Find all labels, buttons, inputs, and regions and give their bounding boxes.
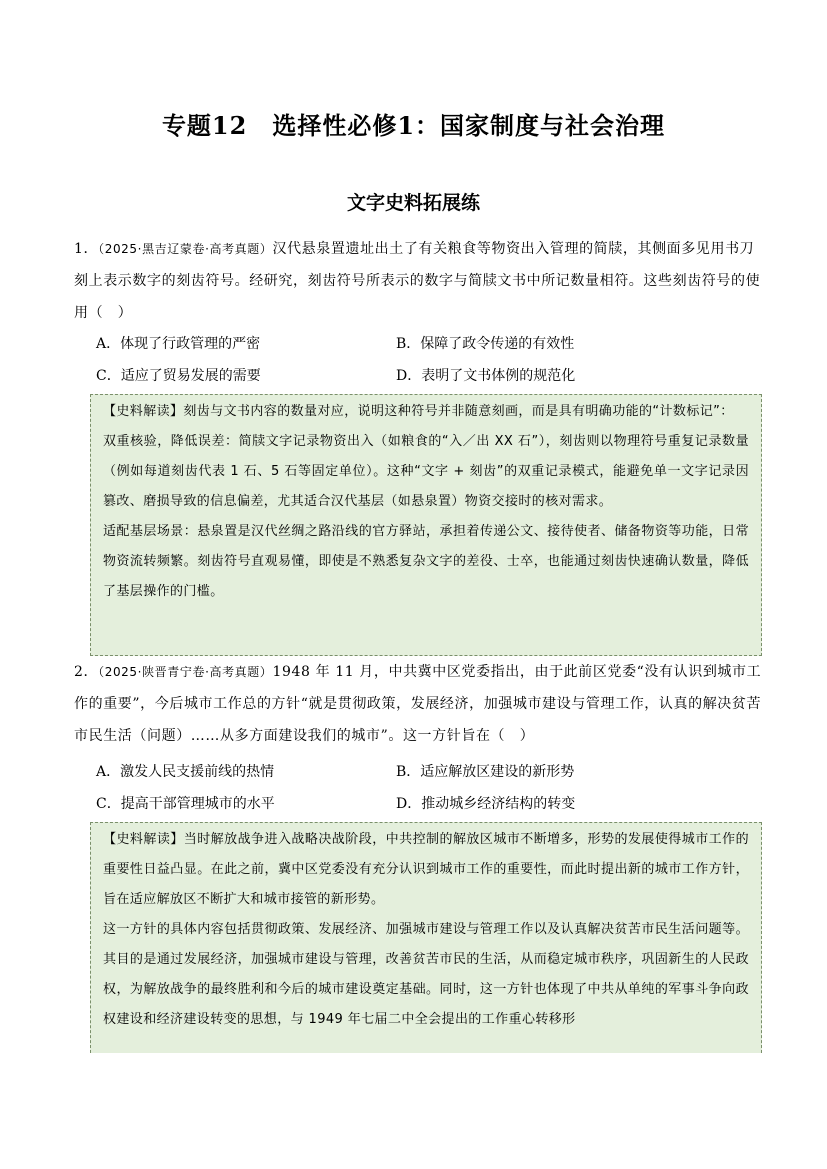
section-banner [0,188,827,215]
option-c[interactable]: C．提高干部管理城市的水平 [96,796,275,812]
option-d[interactable]: D．推动城乡经济结构的转变 [396,796,576,812]
option-a[interactable]: A．激发人民支援前线的热情 [96,764,275,780]
question-source: （2025·黑吉辽蒙卷·高考真题） [98,242,273,256]
question-2-analysis [90,822,762,1053]
analysis-paragraph: 【史料解读】当时解放战争进入战略决战阶段，中共控制的解放区城市不断增多，形势的发展使得城市工作的重要性日益凸显。在此之前，冀中区党委没有充分认识到城市工作的重要性，而此时提出新的城市工作方针，旨在适应解放区不断扩大和城市接管的新形势。 [103,832,749,907]
analysis-paragraph: 【史料解读】刻齿与文书内容的数量对应，说明这种符号并非随意刻画，而是具有明确功能的“计数标记”： [103,404,734,419]
question-number: 1． [74,241,99,257]
question-number: 2． [74,664,99,680]
analysis-paragraph: 这一方针的具体内容包括贯彻政策、发展经济、加强城市建设与管理工作以及认真解决贫苦市民生活问题等。其目的是通过发展经济，加强城市建设与管理，改善贫苦市民的生活，从而稳定城市秩序，巩固新生的人民政权，为解放战争的最终胜利和今后的城市建设奠定基础。同时，这一方针也体现了中共从单纯的军事斗争向政权建设和经济建设转变的思想，与 1949 年七届二中全会提出的工作重心转移形 [103,922,749,1027]
section-heading: 文字史料拓展练 [341,188,486,215]
question-1-analysis [90,394,762,656]
question-stem: 汉代悬泉置遗址出土了有关粮食等物资出入管理的简牍，其侧面多见用书刀刻上表示数字的刻齿符号。经研究，刻齿符号所表示的数字与简牍文书中所记数量相符。这些刻齿符号的使用（ ） [74,241,761,321]
question-1-options [96,328,756,392]
option-c[interactable]: C．适应了贸易发展的需要 [96,368,261,384]
option-b[interactable]: B．适应解放区建设的新形势 [396,764,575,780]
question-2-options [96,756,756,820]
option-a[interactable]: A．体现了行政管理的严密 [96,336,261,352]
page-title: 专题12 选择性必修1：国家制度与社会治理 [161,111,666,140]
option-d[interactable]: D．表明了文书体例的规范化 [396,368,576,384]
question-stem: 1948 年 11 月，中共冀中区党委指出，由于此前区党委“没有认识到城市工作的重要”，今后城市工作总的方针“就是贯彻政策，发展经济，加强城市建设与管理工作，认真的解决贫苦市民生活（问题）……从多方面建设我们的城市”。这一方针旨在（ ） [74,664,762,744]
analysis-paragraph: 适配基层场景：悬泉置是汉代丝绸之路沿线的官方驿站，承担着传递公文、接待使者、储备物资等功能，日常物资流转频繁。刻齿符号直观易懂，即使是不熟悉复杂文字的差役、士卒，也能通过刻齿快速确认数量，降低了基层操作的门槛。 [103,524,749,599]
question-source: （2025·陕晋青宁卷·高考真题） [98,665,273,679]
option-b[interactable]: B．保障了政令传递的有效性 [396,336,575,352]
question-1 [74,233,764,329]
question-2 [74,656,764,752]
analysis-paragraph: 双重核验，降低误差：简牍文字记录物资出入（如粮食的“入／出 XX 石”），刻齿则以物理符号重复记录数量（例如每道刻齿代表 1 石、5 石等固定单位）。这种“文字 + 刻齿”的双重记录模式，能避免单一文字记录因篡改、磨损导致的信息偏差，尤其适合汉代基层（如悬泉置）物资交接时的核对需求。 [103,434,749,509]
